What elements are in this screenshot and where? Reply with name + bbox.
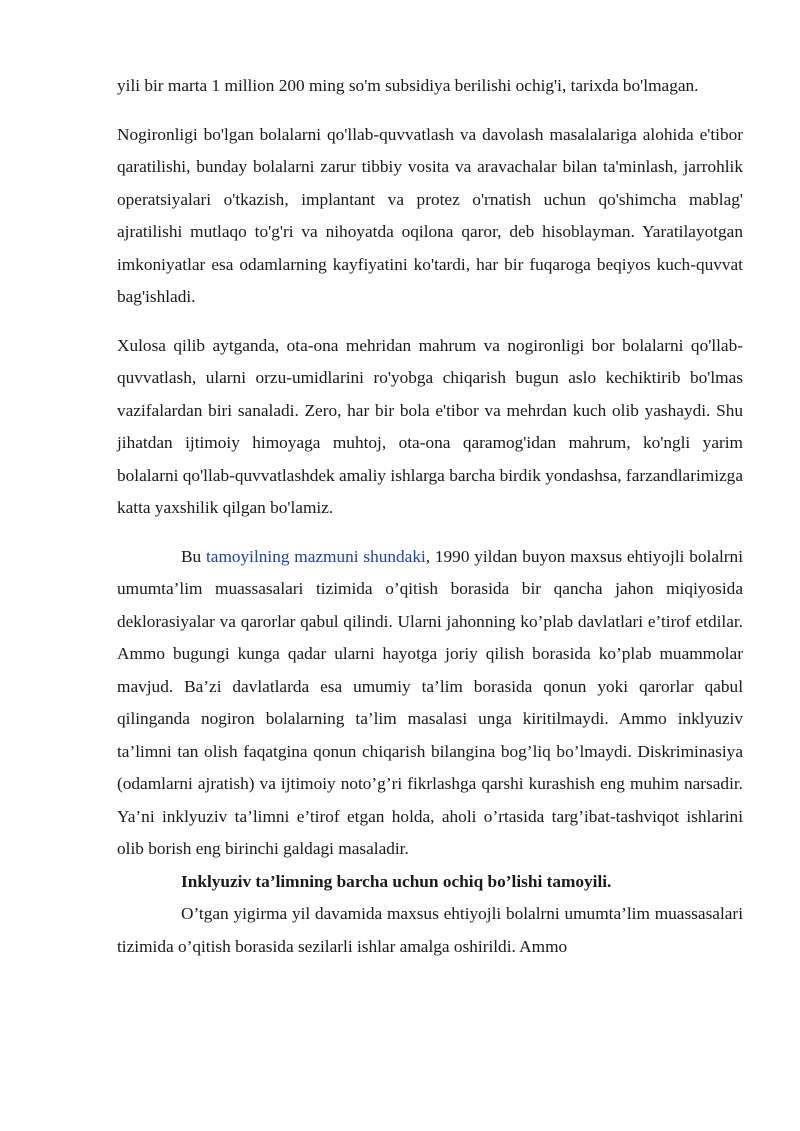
paragraph-conclusion: Xulosa qilib aytganda, ota-ona mehridan mahrum va nogironligi bor bolalarni qo'llab-quvvatlash, ularni orzu-umidlarini ro'yobga chiqarish bugun aslo kechiktirib bo'lmas vazifalardan biri sanaladi. Zero, har bir bola e'tibor va mehrdan kuch olib yashaydi. Shu jihatdan ijtimoiy himoyaga muhtoj, ota-ona qaramog'idan mahrum, ko'ngli yarim bolalarni qo'llab-quvvatlashdek amaliy ishlarga barcha birdik yondashsa, farzandlarimizga katta yaxshilik qilgan bo'lamiz. bbox=[117, 335, 743, 517]
section-heading: Inklyuziv ta’limning barcha uchun ochiq bo’lishi tamoyili. bbox=[181, 871, 612, 891]
document-page bbox=[117, 70, 743, 963]
paragraph-disabled-children-support: Nogironligi bo'lgan bolalarni qo'llab-quvvatlash va davolash masalalariga alohida e'tibor qaratilishi, bunday bolalarni zarur tibbiy vosita va aravachalar bilan ta'minlash, jarrohlik operatsiyalari o'tkazish, implantant va protez o'rnatish uchun qo'shimcha mablag' ajratilishi mutlaqo to'g'ri va nihoyatda oqilona qaror, deb hisoblayman. Yaratilayotgan imkoniyatlar esa odamlarning kayfiyatini ko'tardi, har bir fuqaroga beqiyos kuch-quvvat bag'ishladi. bbox=[117, 124, 743, 306]
paragraph-principle bbox=[117, 541, 743, 866]
paragraph-principle-rest: , 1990 yildan buyon maxsus ehtiyojli bolalrni umumta’lim muassasalari tizimida o’qitish borasida bir qancha jahon miqiyosida deklorasiyalar va qarorlar qabul qilindi. Ularni jahonning ko’plab davlatlari e’tirof etdilar. Ammo bugungi kunga qadar ularni hayotga joriy qilish borasida ko’plab muammolar mavjud. Ba’zi davlatlarda esa umumiy ta’lim borasida qonun yoki qarorlar qabul qilinganda nogiron bolalarning ta’lim masalasi unga kiritilmaydi. Ammo inklyuziv ta’limni tan olish faqatgina qonun chiqarish bilangina bog’liq bo’lmaydi. Diskriminasiya (odamlarni ajratish) va ijtimoiy noto’g’ri fikrlashga qarshi kurashish eng muhim narsadir. Ya’ni inklyuziv ta’limni e’tirof etgan holda, aholi o’rtasida targ’ibat-tashviqot ishlarini olib borish eng birinchi galdagi masaladir. bbox=[117, 546, 743, 858]
principle-link[interactable]: tamoyilning mazmuni shundaki bbox=[205, 546, 426, 566]
paragraph-twenty-years: O’tgan yigirma yil davamida maxsus ehtiyojli bolalrni umumta’lim muassasalari tizimida o’qitish borasida sezilarli ishlar amalga oshirildi. Ammo bbox=[117, 904, 743, 956]
paragraph-subsidy: yili bir marta 1 million 200 ming so'm subsidiya berilishi ochig'i, tarixda bo'lmagan. bbox=[117, 76, 699, 95]
paragraph-principle-start: Bu bbox=[181, 546, 206, 566]
